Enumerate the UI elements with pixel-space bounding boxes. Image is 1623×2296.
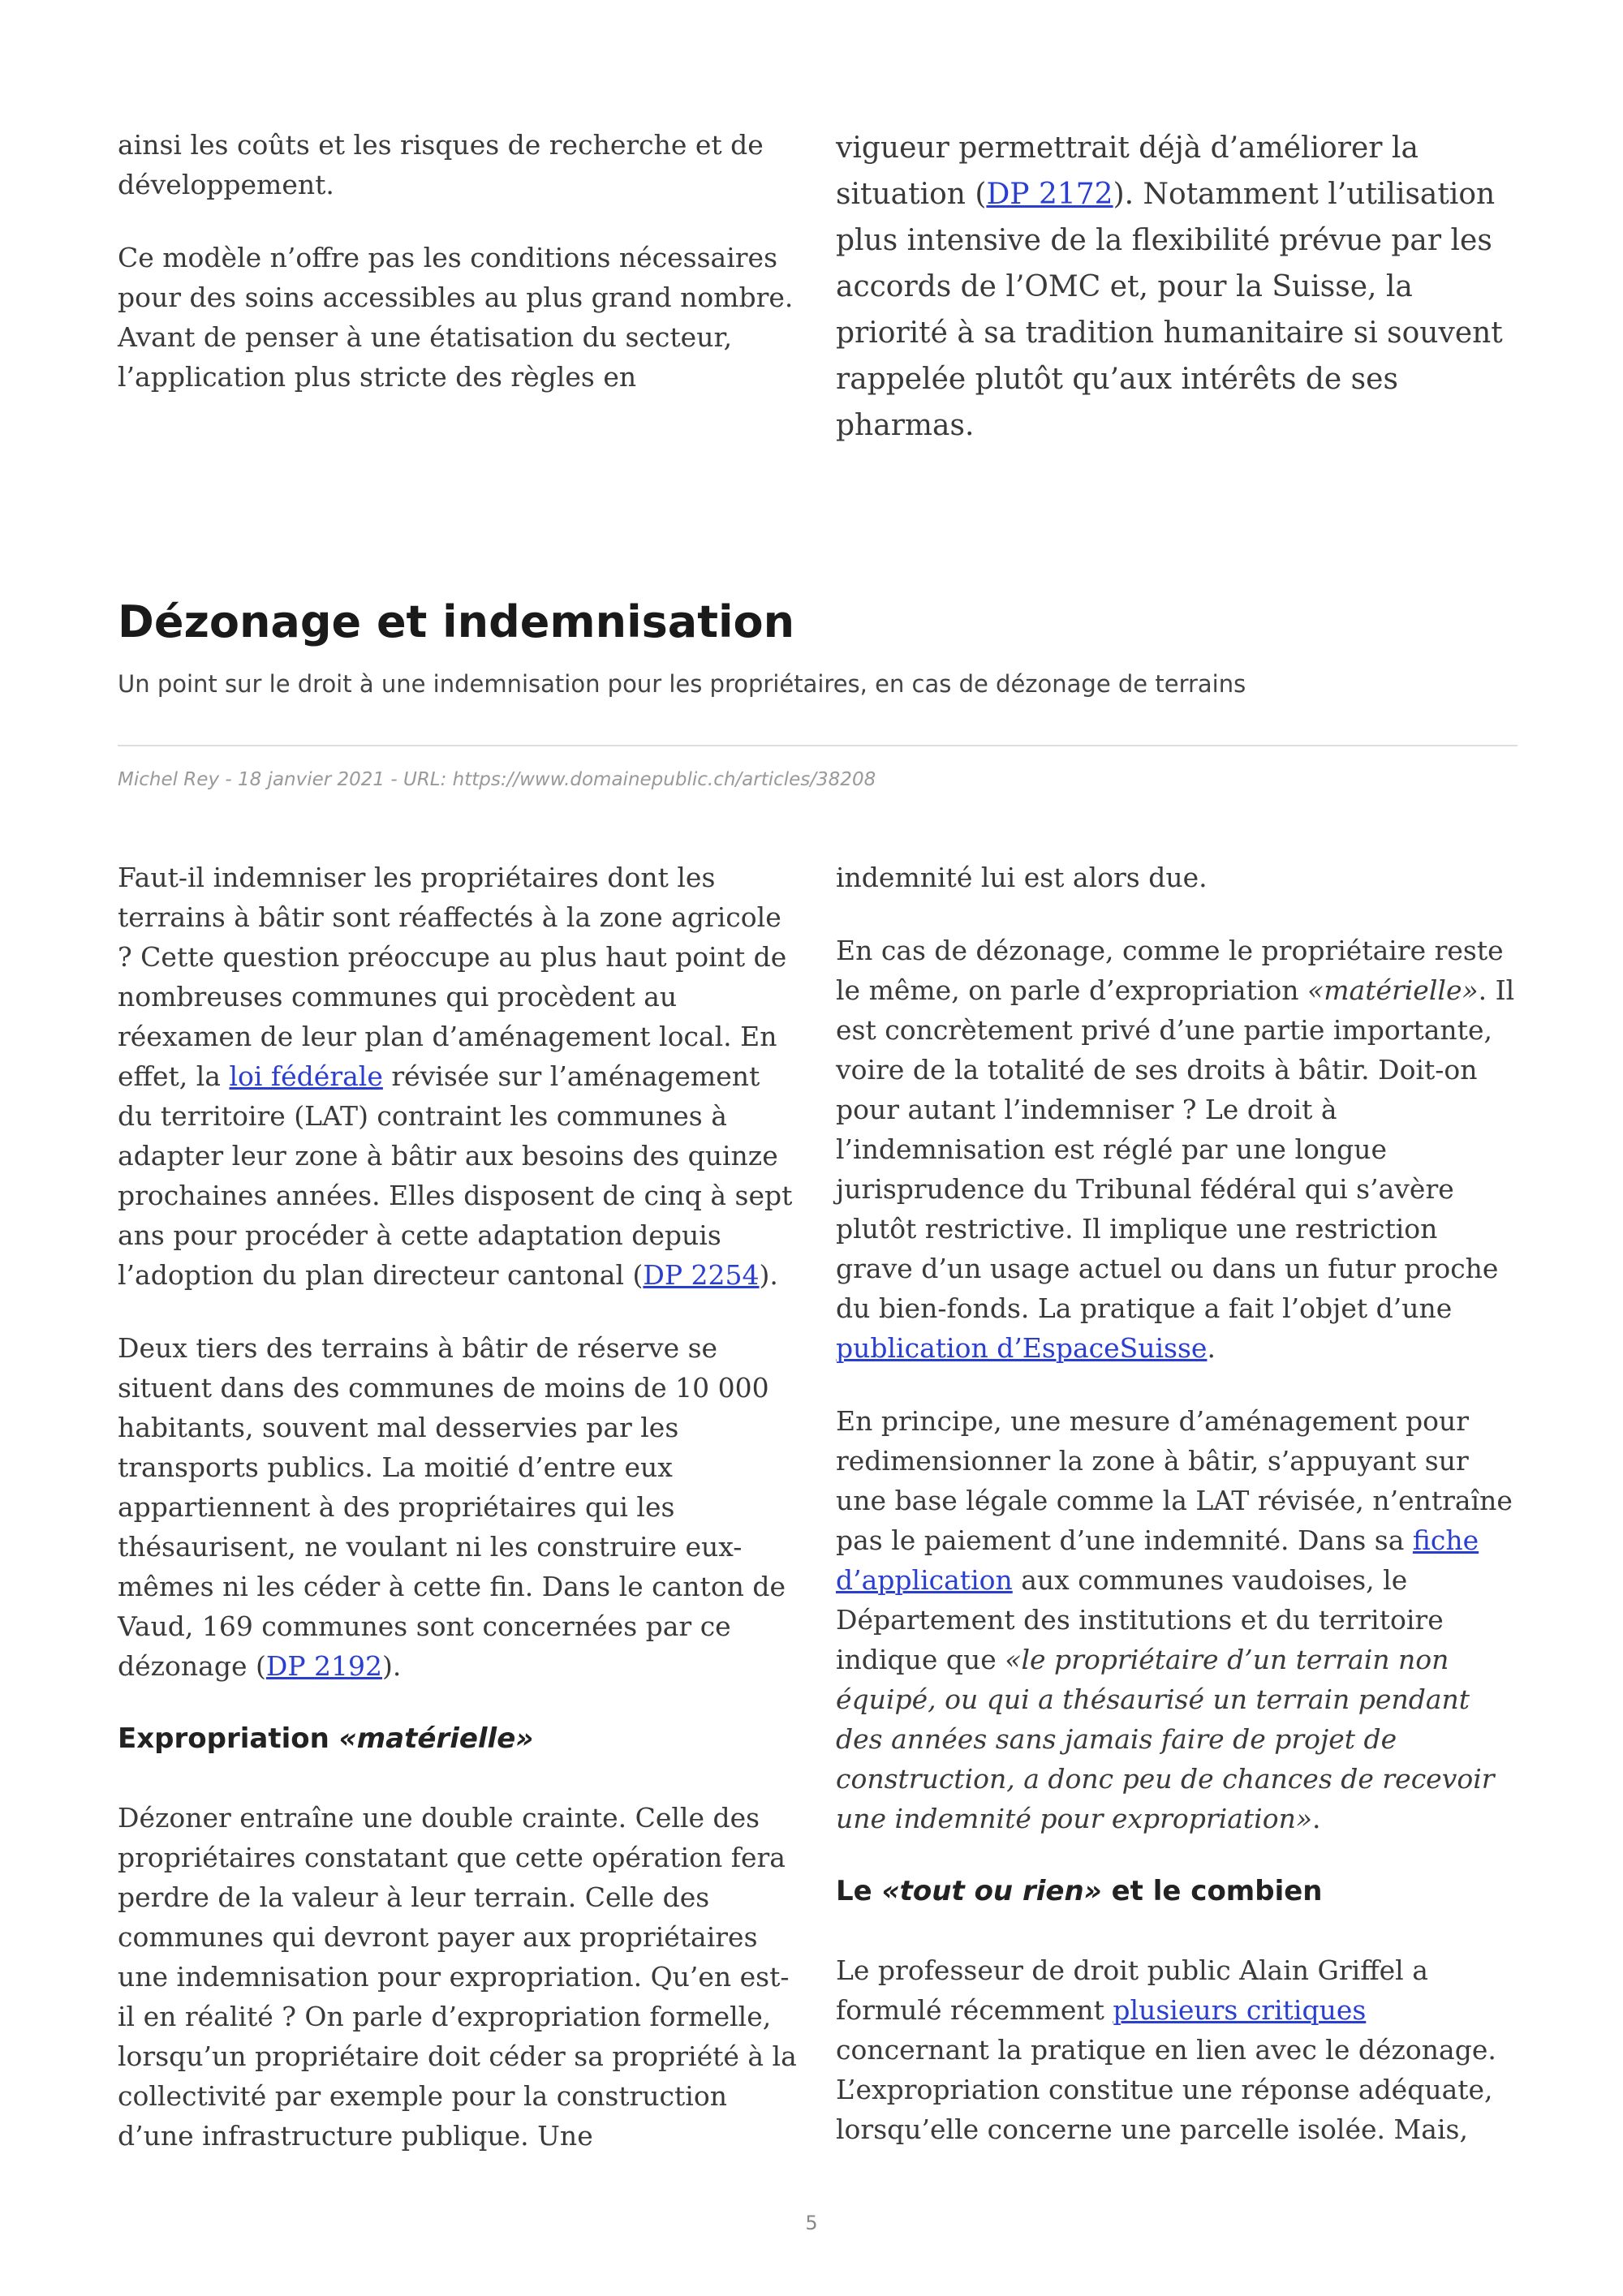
link-espacesuisse[interactable]: publication d’EspaceSuisse [836, 1332, 1208, 1364]
paragraph: Le professeur de droit public Alain Griffel a formulé récemment plusieurs critiques concernant la pratique en lien avec le dézonage. L’expropriation constitue une réponse adéquate, lorsqu’elle concerne une parcelle isolée. Mais, [836, 1954, 1496, 2145]
paragraph: Faut-il indemniser les propriétaires dont les terrains à bâtir sont réaffectés à la zone agricole ? Cette question préoccupe au plus haut point de nombreuses communes qui procèdent au réexamen de leur plan d’aménagement local. En effet, la loi fédérale révisée sur l’aménagement du territoire (LAT) contraint les communes à adapter leur zone à bâtir aux besoins des quinze prochaines années. Elles disposent de cinq à sept ans pour procéder à cette adaptation depuis l’adoption du plan directeur cantonal (DP 2254). [118, 862, 793, 1291]
link-dp-2192[interactable]: DP 2192 [265, 1650, 382, 1682]
section-heading: Expropriation «matérielle» [118, 1722, 534, 1755]
paragraph: ainsi les coûts et les risques de recherche et de développement. [118, 129, 764, 200]
paragraph: En principe, une mesure d’aménagement pour redimensionner la zone à bâtir, s’appuyant sur une base légale comme la LAT révisée, n’entraîne pas le paiement d’une indemnité. Dans sa fiche d’application aux communes vaudoises, le Département des institutions et du territoire indique que «le propriétaire d’un terrain non équipé, ou qui a thésaurisé un terrain pendant des années sans jamais faire de projet de construction, a donc peu de chances de recevoir une indemnité pour expropriation». [836, 1405, 1513, 1834]
link-dp-2254[interactable]: DP 2254 [643, 1259, 760, 1291]
article-subtitle: Un point sur le droit à une indemnisation pour les propriétaires, en cas de dézonage de terrains [118, 670, 1246, 698]
link-plusieurs-critiques[interactable]: plusieurs critiques [1113, 1994, 1367, 2026]
link-loi-federale[interactable]: loi fédérale [229, 1060, 383, 1092]
article-title: Dézonage et indemnisation [118, 596, 795, 647]
top-left-column [118, 125, 798, 430]
left-column [118, 858, 798, 2189]
paragraph: vigueur permettrait déjà d’améliorer la situation (DP 2172). Notamment l’utilisation plus intensive de la flexibilité prévue par les accords de l’OMC et, pour la Suisse, la priorité à sa tradition humanitaire si souvent rappelée plutôt qu’aux intérêts de ses pharmas. [836, 131, 1503, 442]
divider [118, 745, 1518, 746]
right-column [836, 858, 1518, 2182]
page-number: 5 [805, 2212, 818, 2234]
article-byline: Michel Rey - 18 janvier 2021 - URL: https://www.domainepublic.ch/articles/38208 [118, 769, 876, 790]
paragraph: Dézoner entraîne une double crainte. Celle des propriétaires constatant que cette opération fera perdre de la valeur à leur terrain. Celle des communes qui devront payer aux propriétaires une indemnisation pour expropriation. Qu’en est-il en réalité ? On parle d’expropriation formelle, lorsqu’un propriétaire doit céder sa propriété à la collectivité par exemple pour la construction d’une infrastructure publique. Une [118, 1802, 797, 2152]
section-heading: Le «tout ou rien» et le combien [836, 1875, 1323, 1907]
paragraph: Ce modèle n’offre pas les conditions nécessaires pour des soins accessibles au plus grand nombre. Avant de penser à une étatisation du secteur, l’application plus stricte des règles en [118, 242, 794, 393]
paragraph: En cas de dézonage, comme le propriétaire reste le même, on parle d’expropriation «matérielle». Il est concrètement privé d’une partie importante, voire de la totalité de ses droits à bâtir. Doit-on pour autant l’indemniser ? Le droit à l’indemnisation est réglé par une longue jurisprudence du Tribunal fédéral qui s’avère plutôt restrictive. Il implique une restriction grave d’un usage actuel ou dans un futur proche du bien-fonds. La pratique a fait l’objet d’une publication d’EspaceSuisse. [836, 935, 1515, 1364]
paragraph: Deux tiers des terrains à bâtir de réserve se situent dans des communes de moins de 10 000 habitants, souvent mal desservies par les transports publics. La moitié d’entre eux appartiennent à des propriétaires qui les thésaurisent, ne voulant ni les construire eux-mêmes ni les céder à cette fin. Dans le canton de Vaud, 169 communes sont concernées par ce dézonage (DP 2192). [118, 1332, 786, 1682]
top-right-column [836, 125, 1518, 482]
link-fiche-application[interactable]: fiche d’application [836, 1524, 1479, 1596]
paragraph: indemnité lui est alors due. [836, 862, 1208, 893]
link-dp-2172[interactable]: DP 2172 [986, 178, 1113, 211]
